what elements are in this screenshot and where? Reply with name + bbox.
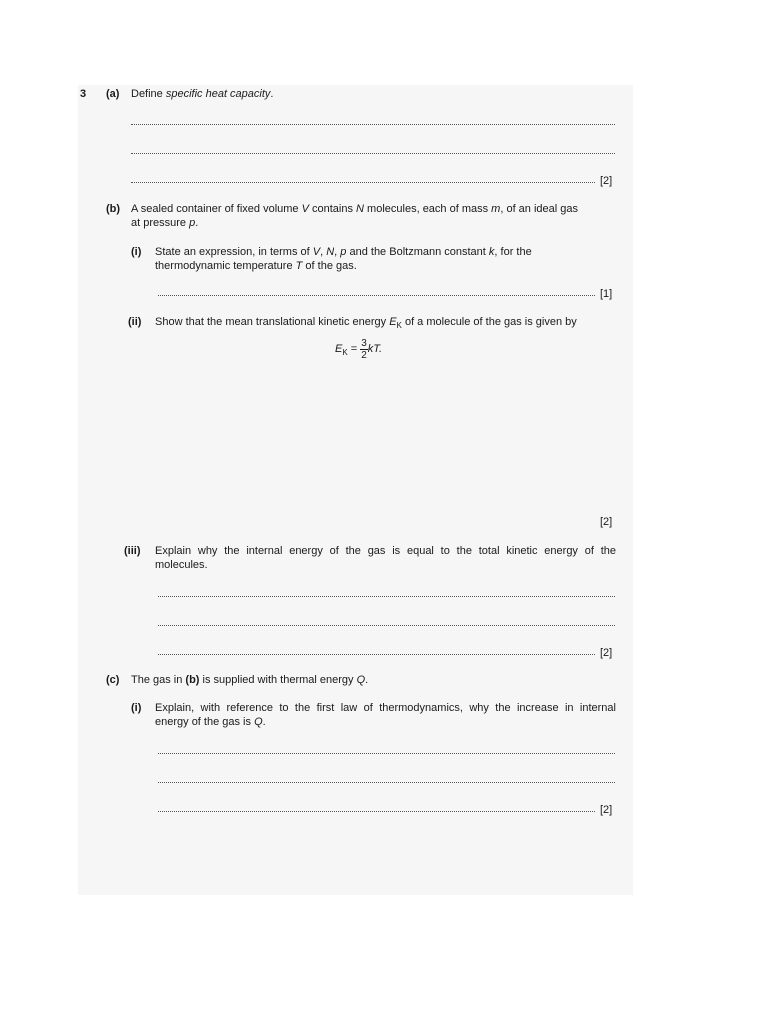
part-b-ii-prompt: Show that the mean translational kinetic energy $E_K$ of a molecule of the gas is given by	[155, 316, 577, 331]
answer-line[interactable]	[158, 621, 615, 626]
answer-line[interactable]	[158, 749, 615, 754]
question-number: 3	[80, 88, 87, 100]
mark-allocation: [2]	[600, 516, 613, 528]
answer-line[interactable]	[131, 178, 595, 183]
kinetic-energy-formula: $E_K$ = $\frac{3}{2}$ kT.	[335, 337, 383, 361]
part-b-i-label: (i)	[131, 246, 142, 258]
part-b-i-prompt-continued: thermodynamic temperature T of the gas.	[155, 260, 357, 272]
part-b-ii-label: (ii)	[128, 316, 142, 328]
part-a-label: (a)	[106, 88, 120, 100]
part-b-iii-prompt-continued: molecules.	[155, 559, 208, 571]
part-b-intro: A sealed container of fixed volume V contains N molecules, each of mass m, of an ideal gas	[131, 203, 579, 215]
mark-allocation: [2]	[600, 175, 613, 187]
part-c-i-label: (i)	[131, 702, 142, 714]
part-b-iii-prompt: Explain why the internal energy of the gas is equal to the total kinetic energy of the	[155, 545, 616, 557]
part-b-iii-label: (iii)	[124, 545, 141, 557]
part-c-label: (c)	[106, 674, 120, 686]
part-b-label: (b)	[106, 203, 121, 215]
part-b-i-prompt: State an expression, in terms of V, N, p and the Boltzmann constant k, for the	[155, 246, 532, 258]
fraction: $\frac{3}{2}$	[361, 337, 367, 361]
answer-line[interactable]	[131, 149, 615, 154]
part-c-i-prompt-continued: energy of the gas is Q.	[155, 716, 266, 728]
part-c-i-prompt: Explain, with reference to the first law of thermodynamics, why the increase in internal	[155, 702, 616, 714]
answer-line[interactable]	[158, 778, 615, 783]
part-c-intro: The gas in (b) is supplied with thermal energy Q.	[131, 674, 369, 686]
part-a-prompt: Define specific heat capacity.	[131, 88, 274, 100]
mark-allocation: [2]	[600, 647, 613, 659]
mark-allocation: [1]	[600, 288, 613, 300]
working-space[interactable]	[155, 372, 615, 507]
answer-line[interactable]	[158, 650, 595, 655]
part-b-intro-continued: at pressure p.	[131, 217, 199, 229]
answer-line[interactable]	[158, 592, 615, 597]
answer-line[interactable]	[131, 120, 615, 125]
mark-allocation: [2]	[600, 804, 613, 816]
answer-line[interactable]	[158, 807, 595, 812]
answer-line[interactable]	[158, 291, 595, 296]
